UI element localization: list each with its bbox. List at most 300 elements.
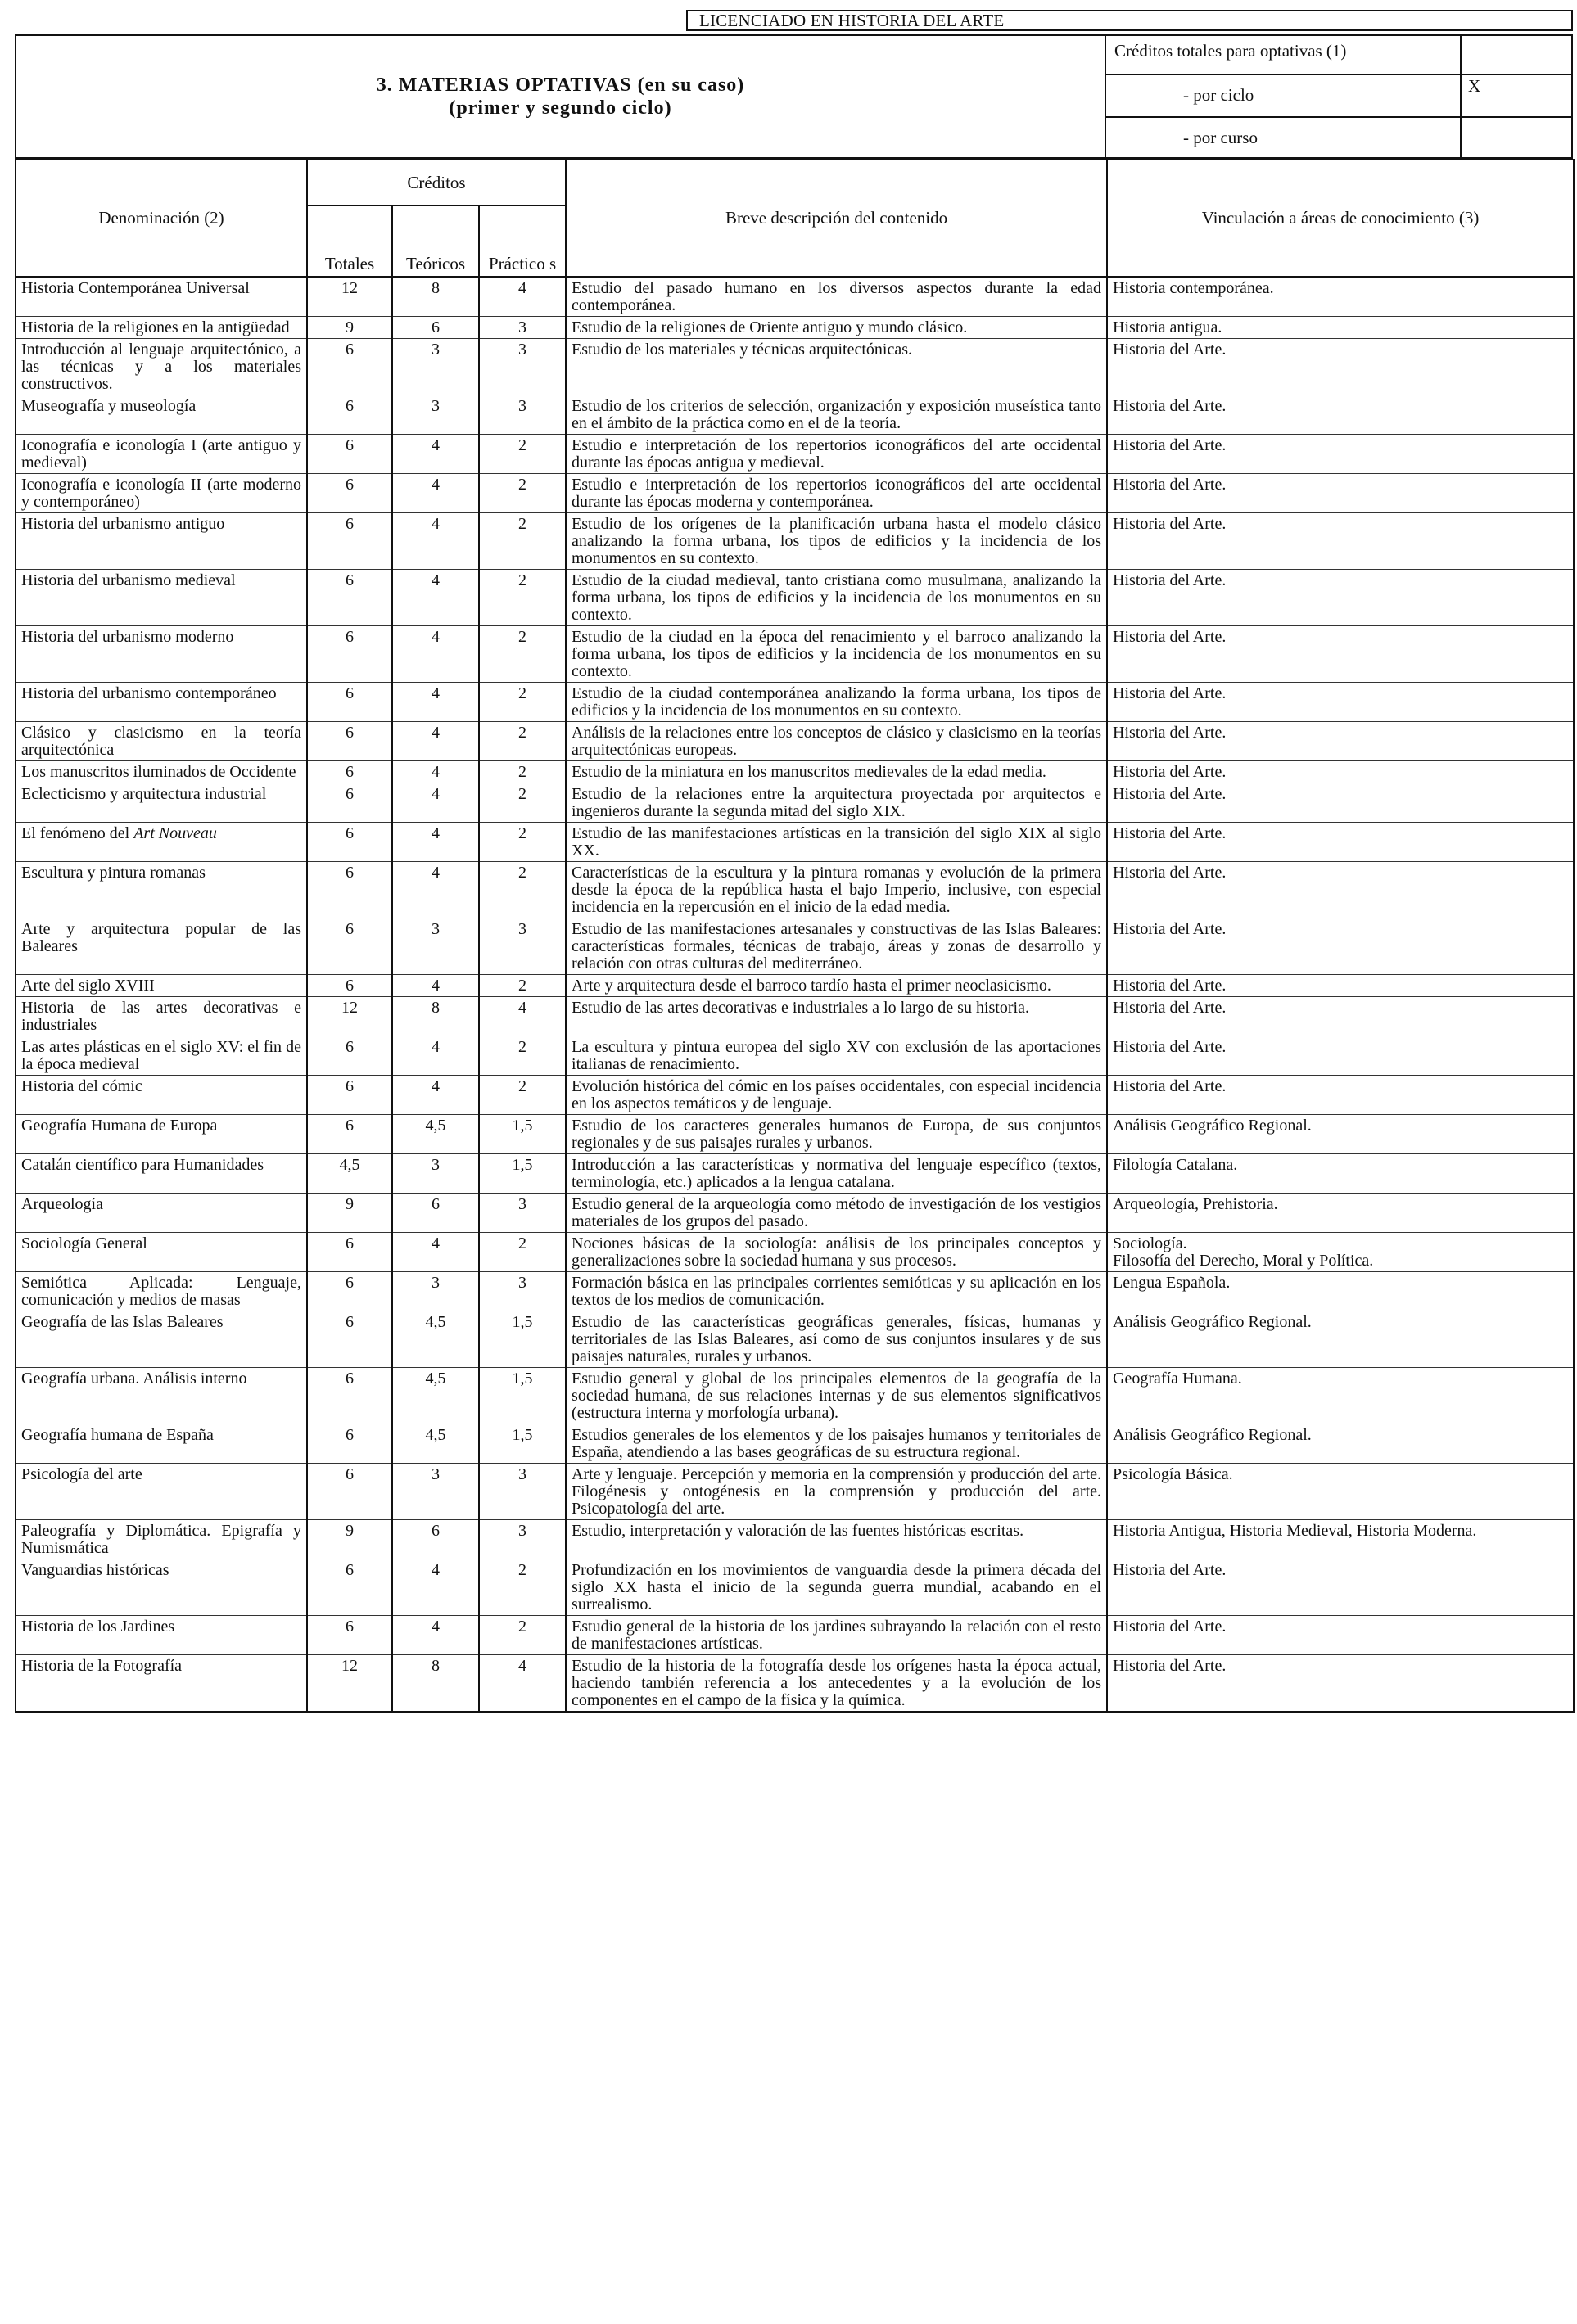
credits-practice: 2 [479, 823, 566, 862]
table-row [16, 823, 1574, 862]
knowledge-area [1107, 317, 1574, 339]
knowledge-area-text-2: Filosofía del Derecho, Moral y Política. [1113, 1252, 1374, 1270]
credits-theory: 4 [392, 1559, 479, 1616]
knowledge-area-text: Lengua Española. [1113, 1274, 1231, 1292]
credits-theory: 4 [392, 435, 479, 474]
table-row [16, 1154, 1574, 1194]
subject-name [16, 862, 307, 918]
knowledge-area-text: Historia contemporánea. [1113, 279, 1274, 297]
credits-practice: 2 [479, 1233, 566, 1272]
credits-total: 12 [307, 997, 392, 1036]
credits-practice: 2 [479, 862, 566, 918]
credits-total: 6 [307, 1616, 392, 1655]
per-cycle-label: - por ciclo [1183, 85, 1254, 105]
knowledge-area [1107, 997, 1574, 1036]
credits-practice: 1,5 [479, 1311, 566, 1368]
table-row [16, 975, 1574, 997]
subject-name-text: Semiótica Aplicada: Lenguaje, comunicación y medios de masas [21, 1274, 301, 1309]
knowledge-area-text: Análisis Geográfico Regional. [1113, 1313, 1312, 1331]
credits-practice: 3 [479, 339, 566, 395]
content-description: Estudio de los orígenes de la planificación urbana hasta el modelo clásico analizando la forma urbana, los tipos de edificios y la incidencia de los monumentos en su contexto. [566, 513, 1107, 570]
content-description: Estudio de la ciudad contemporánea analizando la forma urbana, los tipos de edificios y la incidencia de los monumentos en su contexto. [566, 683, 1107, 722]
credits-total: 6 [307, 1076, 392, 1115]
knowledge-area [1107, 683, 1574, 722]
credits-total: 6 [307, 1464, 392, 1520]
per-course-row [1106, 116, 1571, 157]
table-row [16, 1520, 1574, 1559]
credits-theory: 4 [392, 570, 479, 626]
table-row [16, 435, 1574, 474]
table-row [16, 626, 1574, 683]
table-row [16, 683, 1574, 722]
credits-total: 12 [307, 1655, 392, 1713]
subject-name-text: Geografía Humana de Europa [21, 1117, 218, 1135]
knowledge-area-text: Historia del Arte. [1113, 724, 1227, 742]
knowledge-area [1107, 1520, 1574, 1559]
subject-name-text: Arte y arquitectura popular de las Baleares [21, 920, 301, 955]
knowledge-area-text: Análisis Geográfico Regional. [1113, 1117, 1312, 1135]
subject-name [16, 761, 307, 783]
knowledge-area [1107, 474, 1574, 513]
knowledge-area-text: Historia del Arte. [1113, 1561, 1227, 1579]
credits-practice: 3 [479, 918, 566, 975]
credits-practice: 2 [479, 435, 566, 474]
knowledge-area [1107, 761, 1574, 783]
subject-name [16, 395, 307, 435]
table-row [16, 1424, 1574, 1464]
table-row [16, 1464, 1574, 1520]
credits-theory: 8 [392, 277, 479, 317]
content-description: Estudio de la ciudad en la época del renacimiento y el barroco analizando la forma urbana, los tipos de edificios y la incidencia de los monumentos en su contexto. [566, 626, 1107, 683]
subject-name-text: Psicología del arte [21, 1465, 142, 1483]
knowledge-area [1107, 277, 1574, 317]
credits-theory: 6 [392, 1520, 479, 1559]
credits-theory: 4 [392, 1036, 479, 1076]
credits-theory: 4 [392, 761, 479, 783]
content-description: Estudio de los materiales y técnicas arquitectónicas. [566, 339, 1107, 395]
section-title [16, 36, 1106, 157]
subject-name-text: Historia del urbanismo antiguo [21, 515, 225, 533]
knowledge-area-text: Análisis Geográfico Regional. [1113, 1426, 1312, 1444]
credits-total: 12 [307, 277, 392, 317]
credits-total: 6 [307, 435, 392, 474]
credits-practice: 2 [479, 783, 566, 823]
table-row [16, 1233, 1574, 1272]
subject-name [16, 1233, 307, 1272]
table-row [16, 395, 1574, 435]
knowledge-area [1107, 1464, 1574, 1520]
credits-practice: 1,5 [479, 1115, 566, 1154]
credits-practice: 1,5 [479, 1424, 566, 1464]
credits-total: 6 [307, 1368, 392, 1424]
knowledge-area [1107, 1233, 1574, 1272]
content-description: Estudio de las manifestaciones artesanales y constructivas de las Islas Baleares: características formales, técnicas de trabajo, áreas y zonas de desarrollo y relación con otras culturas del mediterráneo. [566, 918, 1107, 975]
credits-practice: 2 [479, 474, 566, 513]
section-header [15, 34, 1573, 159]
table-row [16, 1115, 1574, 1154]
content-description: Profundización en los movimientos de vanguardia desde la primera década del siglo XX hasta el inicio de la segunda guerra mundial, acabando en el surrealismo. [566, 1559, 1107, 1616]
credits-total: 9 [307, 1520, 392, 1559]
credits-practice: 2 [479, 1559, 566, 1616]
credits-practice: 4 [479, 997, 566, 1036]
knowledge-area-text: Historia del Arte. [1113, 920, 1227, 938]
credits-practice: 2 [479, 975, 566, 997]
knowledge-area-text: Psicología Básica. [1113, 1465, 1233, 1483]
subject-name-text: Historia del urbanismo contemporáneo [21, 684, 277, 702]
credits-total: 6 [307, 570, 392, 626]
subject-name-text: Catalán científico para Humanidades [21, 1156, 264, 1174]
per-course-label: - por curso [1183, 128, 1258, 147]
subject-name-text: Historia de la religiones en la antigüedad [21, 318, 290, 336]
subject-name-text: Historia de las artes decorativas e industriales [21, 999, 301, 1034]
credits-practice: 2 [479, 626, 566, 683]
credits-total: 6 [307, 1272, 392, 1311]
credits-theory: 6 [392, 317, 479, 339]
knowledge-area [1107, 722, 1574, 761]
knowledge-area [1107, 1616, 1574, 1655]
credits-practice: 2 [479, 1036, 566, 1076]
credits-total: 6 [307, 339, 392, 395]
subject-name [16, 513, 307, 570]
credits-practice: 3 [479, 317, 566, 339]
table-row [16, 783, 1574, 823]
section-title-line2: (primer y segundo ciclo) [449, 97, 672, 119]
credits-practice: 4 [479, 1655, 566, 1713]
knowledge-area-text: Sociología. [1113, 1234, 1187, 1252]
credits-theory: 3 [392, 1464, 479, 1520]
credits-theory: 4 [392, 474, 479, 513]
knowledge-area-text: Historia del Arte. [1113, 1077, 1227, 1095]
knowledge-area-text: Historia del Arte. [1113, 1038, 1227, 1056]
knowledge-area-text: Historia del Arte. [1113, 785, 1227, 803]
knowledge-area [1107, 626, 1574, 683]
table-row [16, 1036, 1574, 1076]
credits-total: 9 [307, 317, 392, 339]
subject-name [16, 1194, 307, 1233]
credits-practice: 3 [479, 1194, 566, 1233]
subject-name-text: Clásico y clasicismo en la teoría arquitectónica [21, 724, 301, 759]
per-course-box [1460, 116, 1571, 157]
credits-total: 6 [307, 1115, 392, 1154]
subject-name [16, 722, 307, 761]
knowledge-area [1107, 1115, 1574, 1154]
credits-total: 6 [307, 1311, 392, 1368]
knowledge-area [1107, 1311, 1574, 1368]
subject-name-text: Arqueología [21, 1195, 103, 1213]
table-row [16, 1194, 1574, 1233]
credits-theory: 4 [392, 862, 479, 918]
credits-practice: 3 [479, 1520, 566, 1559]
credits-total-row [1106, 36, 1571, 75]
subject-name [16, 783, 307, 823]
subject-name-text: Historia de los Jardines [21, 1618, 175, 1636]
subject-name-text: Sociología General [21, 1234, 147, 1252]
knowledge-area [1107, 339, 1574, 395]
subject-name-text: El fenómeno del [21, 824, 134, 842]
table-row [16, 1272, 1574, 1311]
subject-name [16, 997, 307, 1036]
credits-theory: 4 [392, 1233, 479, 1272]
knowledge-area-text: Geografía Humana. [1113, 1370, 1242, 1388]
subject-name-text: Arte del siglo XVIII [21, 977, 155, 995]
content-description: Nociones básicas de la sociología: análisis de los principales conceptos y generalizaciones sobre la sociedad humana y sus procesos. [566, 1233, 1107, 1272]
knowledge-area [1107, 1076, 1574, 1115]
knowledge-area [1107, 783, 1574, 823]
subject-name [16, 1520, 307, 1559]
knowledge-area-text: Arqueología, Prehistoria. [1113, 1195, 1278, 1213]
credits-practice: 2 [479, 761, 566, 783]
credits-total: 6 [307, 975, 392, 997]
credits-total: 6 [307, 474, 392, 513]
subject-name [16, 435, 307, 474]
content-description: Formación básica en las principales corrientes semióticas y su aplicación en los textos de los medios de comunicación. [566, 1272, 1107, 1311]
credits-total: 6 [307, 761, 392, 783]
col-header-totales: Totales [307, 205, 392, 277]
table-row [16, 570, 1574, 626]
content-description: Estudio e interpretación de los repertorios iconográficos del arte occidental durante las épocas antigua y medieval. [566, 435, 1107, 474]
knowledge-area [1107, 1559, 1574, 1616]
knowledge-area [1107, 862, 1574, 918]
content-description: Estudio, interpretación y valoración de las fuentes históricas escritas. [566, 1520, 1107, 1559]
knowledge-area [1107, 1194, 1574, 1233]
knowledge-area-text: Historia del Arte. [1113, 476, 1227, 494]
subject-name-text: Geografía de las Islas Baleares [21, 1313, 224, 1331]
subject-name-text: Los manuscritos iluminados de Occidente [21, 763, 296, 781]
credits-total: 6 [307, 513, 392, 570]
content-description: Estudio de los caracteres generales humanos de Europa, de sus conjuntos regionales y de sus paisajes rurales y urbanos. [566, 1115, 1107, 1154]
credits-practice: 2 [479, 683, 566, 722]
content-description: Estudio de las artes decorativas e industriales a lo largo de su historia. [566, 997, 1107, 1036]
subject-name-text: Historia del urbanismo medieval [21, 571, 236, 589]
content-description: Estudio de las manifestaciones artísticas en la transición del siglo XIX al siglo XX. [566, 823, 1107, 862]
col-header-creditos: Créditos [307, 160, 566, 205]
subject-name-text: Historia Contemporánea Universal [21, 279, 250, 297]
knowledge-area [1107, 1368, 1574, 1424]
content-description: Estudio de la ciudad medieval, tanto cristiana como musulmana, analizando la forma urbana, los tipos de edificios y la incidencia de los monumentos en su contexto. [566, 570, 1107, 626]
credits-practice: 2 [479, 1076, 566, 1115]
knowledge-area [1107, 975, 1574, 997]
credits-practice: 1,5 [479, 1368, 566, 1424]
content-description: Estudio de las características geográficas generales, físicas, humanas y territoriales de las Islas Baleares, así como de sus conjuntos insulares y de sus paisajes naturales, rurales y urbanos. [566, 1311, 1107, 1368]
knowledge-area [1107, 1655, 1574, 1713]
table-row [16, 277, 1574, 317]
subject-name-text: Las artes plásticas en el siglo XV: el fin de la época medieval [21, 1038, 301, 1073]
subject-name-italic: Art Nouveau [133, 824, 217, 842]
subject-name-text: Geografía urbana. Análisis interno [21, 1370, 247, 1388]
subject-name [16, 317, 307, 339]
knowledge-area [1107, 1424, 1574, 1464]
credits-theory: 4 [392, 783, 479, 823]
content-description: Estudio general de la historia de los jardines subrayando la relación con el resto de manifestaciones artísticas. [566, 1616, 1107, 1655]
knowledge-area-text: Historia del Arte. [1113, 977, 1227, 995]
subject-name [16, 339, 307, 395]
credits-theory: 4 [392, 683, 479, 722]
credits-theory: 4 [392, 1616, 479, 1655]
content-description: Estudio general de la arqueología como método de investigación de los vestigios materiales de los grupos del pasado. [566, 1194, 1107, 1233]
col-header-denominacion: Denominación (2) [16, 160, 307, 277]
knowledge-area-text: Historia del Arte. [1113, 571, 1227, 589]
credits-total: 6 [307, 683, 392, 722]
table-row [16, 474, 1574, 513]
knowledge-area [1107, 918, 1574, 975]
credits-theory: 3 [392, 395, 479, 435]
table-row [16, 1655, 1574, 1713]
credits-practice: 4 [479, 277, 566, 317]
subject-name-text: Vanguardias históricas [21, 1561, 169, 1579]
credits-total: 6 [307, 918, 392, 975]
content-description: Evolución histórica del cómic en los países occidentales, con especial incidencia en los aspectos temáticos y de lenguaje. [566, 1076, 1107, 1115]
subject-name-text: Museografía y museología [21, 397, 197, 415]
credits-total: 9 [307, 1194, 392, 1233]
subject-name-text: Historia de la Fotografía [21, 1657, 183, 1675]
content-description: Análisis de la relaciones entre los conceptos de clásico y clasicismo en la teorías arquitectónicas europeas. [566, 722, 1107, 761]
col-header-practicos: Práctico s [479, 205, 566, 277]
subject-name [16, 823, 307, 862]
per-cycle-mark: X [1468, 76, 1481, 96]
knowledge-area-text: Historia del Arte. [1113, 684, 1227, 702]
content-description: Estudio general y global de los principales elementos de la geografía de la sociedad humana, de sus relaciones internas y de sus elementos significativos (estructura interna y morfología urbana). [566, 1368, 1107, 1424]
subject-name-text: Paleografía y Diplomática. Epigrafía y Numismática [21, 1522, 301, 1557]
content-description: La escultura y pintura europea del siglo XV con exclusión de las aportaciones italianas de renacimiento. [566, 1036, 1107, 1076]
content-description: Características de la escultura y la pintura romanas y evolución de la primera desde la época de la república hasta el bajo Imperio, inclusive, con especial incidencia en la repercusión en el inicio de la edad media. [566, 862, 1107, 918]
credits-practice: 2 [479, 722, 566, 761]
content-description: Estudio de la historia de la fotografía desde los orígenes hasta la época actual, haciendo también referencia a los antecedentes y a la evolución de los componentes en el campo de la física y la química. [566, 1655, 1107, 1713]
subject-name [16, 626, 307, 683]
subject-name [16, 683, 307, 722]
table-row [16, 918, 1574, 975]
credits-theory: 4 [392, 1076, 479, 1115]
col-header-vinculacion: Vinculación a áreas de conocimiento (3) [1107, 160, 1574, 277]
credits-practice: 2 [479, 513, 566, 570]
table-row [16, 1076, 1574, 1115]
credits-theory: 4,5 [392, 1368, 479, 1424]
credits-theory: 8 [392, 1655, 479, 1713]
col-header-descripcion: Breve descripción del contenido [566, 160, 1107, 277]
credits-theory: 3 [392, 1272, 479, 1311]
content-description: Estudio de la relaciones entre la arquitectura proyectada por arquitectos e ingenieros durante la segunda mitad del siglo XIX. [566, 783, 1107, 823]
per-cycle-row [1106, 74, 1571, 118]
credits-total: 6 [307, 1559, 392, 1616]
credits-theory: 4 [392, 823, 479, 862]
knowledge-area [1107, 435, 1574, 474]
content-description: Arte y lenguaje. Percepción y memoria en la comprensión y producción del arte. Filogénesis y ontogénesis en la comprensión y producción del arte. Psicopatología del arte. [566, 1464, 1107, 1520]
subject-name [16, 918, 307, 975]
knowledge-area-text: Historia del Arte. [1113, 824, 1227, 842]
knowledge-area [1107, 823, 1574, 862]
knowledge-area [1107, 1154, 1574, 1194]
credits-practice: 3 [479, 395, 566, 435]
content-description: Arte y arquitectura desde el barroco tardío hasta el primer neoclasicismo. [566, 975, 1107, 997]
credits-practice: 3 [479, 1272, 566, 1311]
table-row [16, 761, 1574, 783]
knowledge-area-text: Historia del Arte. [1113, 628, 1227, 646]
table-row [16, 1311, 1574, 1368]
optional-subjects-table [15, 159, 1575, 1713]
content-description: Estudios generales de los elementos y de los paisajes humanos y territoriales de España, atendiendo a las bases geográficas de su estructura regional. [566, 1424, 1107, 1464]
knowledge-area-text: Historia del Arte. [1113, 397, 1227, 415]
credits-practice: 2 [479, 570, 566, 626]
table-row [16, 339, 1574, 395]
knowledge-area-text: Historia del Arte. [1113, 1657, 1227, 1675]
knowledge-area [1107, 1036, 1574, 1076]
subject-name [16, 1115, 307, 1154]
subject-name [16, 1311, 307, 1368]
credits-practice: 3 [479, 1464, 566, 1520]
knowledge-area [1107, 1272, 1574, 1311]
credits-total-box [1460, 36, 1571, 74]
degree-label: LICENCIADO EN HISTORIA DEL ARTE [686, 10, 1573, 31]
credits-theory: 3 [392, 339, 479, 395]
knowledge-area-text: Historia del Arte. [1113, 999, 1227, 1017]
table-row [16, 1559, 1574, 1616]
credits-total: 6 [307, 862, 392, 918]
credits-total: 6 [307, 626, 392, 683]
subject-name [16, 1424, 307, 1464]
knowledge-area-text: Historia del Arte. [1113, 864, 1227, 882]
subject-name-text: Escultura y pintura romanas [21, 864, 206, 882]
table-row [16, 513, 1574, 570]
section-title-line1: 3. MATERIAS OPTATIVAS (en su caso) [376, 74, 745, 96]
subject-name [16, 1655, 307, 1713]
credits-total: 6 [307, 1233, 392, 1272]
subject-name [16, 1464, 307, 1520]
subject-name-text: Eclecticismo y arquitectura industrial [21, 785, 267, 803]
knowledge-area-text: Historia del Arte. [1113, 436, 1227, 454]
content-description: Introducción a las características y normativa del lenguaje específico (textos, terminología, etc.) aplicados a la lengua catalana. [566, 1154, 1107, 1194]
subject-name [16, 1076, 307, 1115]
knowledge-area-text: Filología Catalana. [1113, 1156, 1238, 1174]
credits-theory: 4 [392, 626, 479, 683]
subject-name [16, 474, 307, 513]
knowledge-area-text: Historia Antigua, Historia Medieval, Historia Moderna. [1113, 1522, 1477, 1540]
subject-name [16, 1154, 307, 1194]
content-description: Estudio de los criterios de selección, organización y exposición museística tanto en el ámbito de la práctica como en el de la teoría. [566, 395, 1107, 435]
per-cycle-box [1460, 74, 1571, 116]
table-row [16, 997, 1574, 1036]
content-description: Estudio de la religiones de Oriente antiguo y mundo clásico. [566, 317, 1107, 339]
knowledge-area-text: Historia del Arte. [1113, 763, 1227, 781]
credits-theory: 4,5 [392, 1311, 479, 1368]
credits-total: 6 [307, 823, 392, 862]
credits-total-label: Créditos totales para optativas (1) [1114, 41, 1347, 61]
credits-total: 6 [307, 722, 392, 761]
content-description: Estudio e interpretación de los repertorios iconográficos del arte occidental durante las épocas moderna y contemporánea. [566, 474, 1107, 513]
knowledge-area-text: Historia antigua. [1113, 318, 1222, 336]
subject-name [16, 1368, 307, 1424]
content-description: Estudio del pasado humano en los diversos aspectos durante la edad contemporánea. [566, 277, 1107, 317]
table-row [16, 1368, 1574, 1424]
subject-name-text: Introducción al lenguaje arquitectónico, a las técnicas y a los materiales constructivos. [21, 341, 301, 393]
subject-name [16, 975, 307, 997]
knowledge-area [1107, 570, 1574, 626]
knowledge-area-text: Historia del Arte. [1113, 341, 1227, 359]
credits-total: 6 [307, 395, 392, 435]
credits-theory: 4,5 [392, 1424, 479, 1464]
credits-theory: 4 [392, 975, 479, 997]
table-row [16, 722, 1574, 761]
credits-summary [1106, 36, 1571, 157]
credits-theory: 4 [392, 722, 479, 761]
credits-practice: 1,5 [479, 1154, 566, 1194]
table-row [16, 1616, 1574, 1655]
knowledge-area [1107, 395, 1574, 435]
credits-theory: 6 [392, 1194, 479, 1233]
subject-name-text: Historia del urbanismo moderno [21, 628, 234, 646]
subject-name-text: Geografía humana de España [21, 1426, 214, 1444]
col-header-teoricos: Teóricos [392, 205, 479, 277]
table-row [16, 862, 1574, 918]
credits-total: 6 [307, 1424, 392, 1464]
